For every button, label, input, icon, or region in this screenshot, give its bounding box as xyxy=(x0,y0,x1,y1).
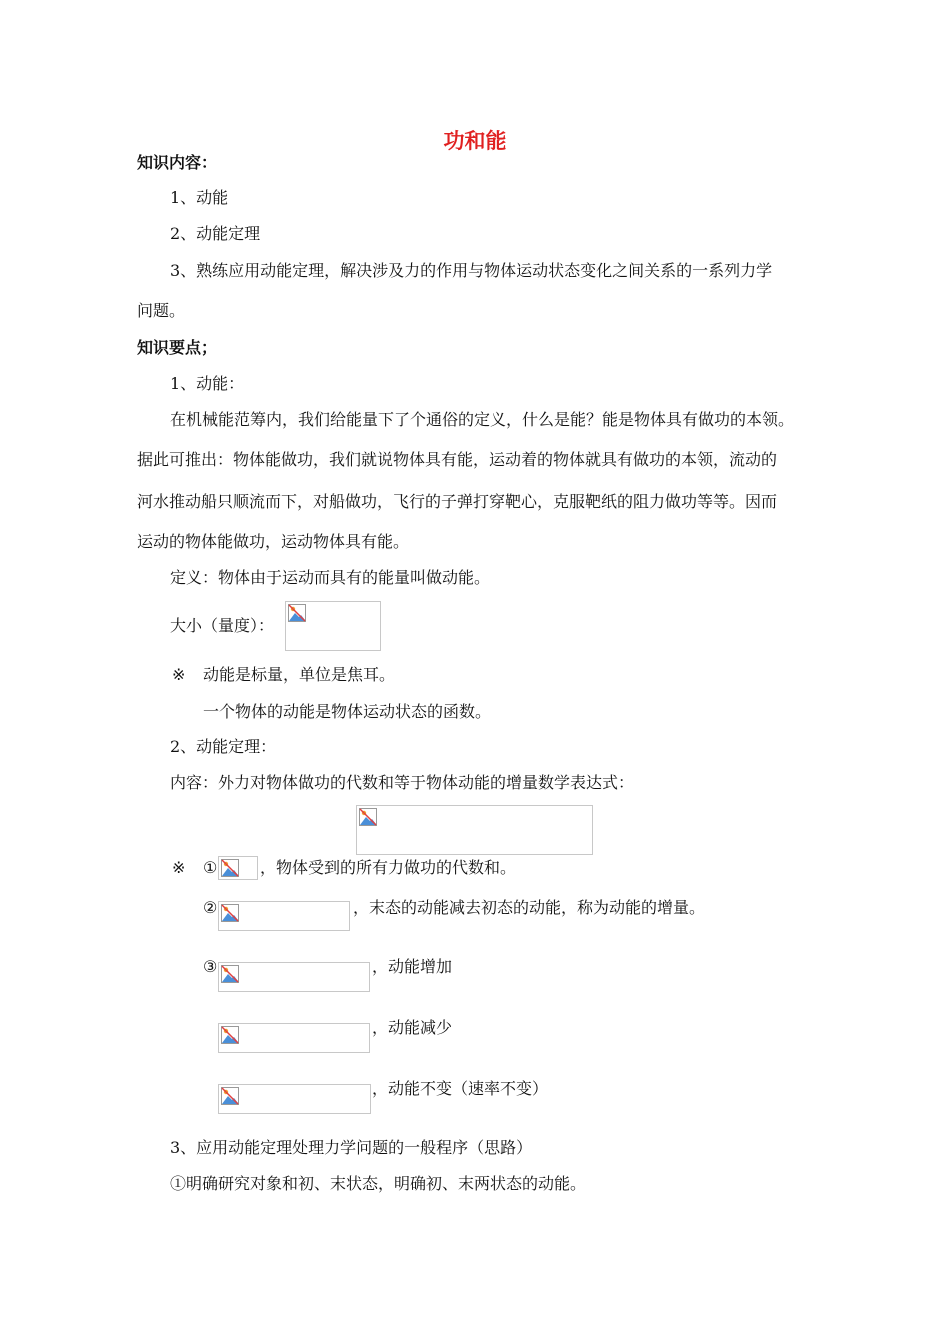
paragraph-line-1: 在机械能范筹内，我们给能量下了个通俗的定义，什么是能？能是物体具有做功的本领。 xyxy=(170,410,795,429)
page-title: 功和能 xyxy=(443,129,507,153)
broken-image-icon xyxy=(221,965,239,983)
point-1-title: 1、动能： xyxy=(170,374,245,393)
energy-increment-text: ，末态的动能减去初态的动能，称为动能的增量。 xyxy=(353,898,706,917)
broken-image-icon xyxy=(221,904,239,922)
content-item-1: 1、动能 xyxy=(170,188,229,207)
definition: 定义：物体由于运动而具有的能量叫做动能。 xyxy=(170,568,491,587)
content-item-3-cont: 问题。 xyxy=(137,301,186,320)
note-mark-2: ※ xyxy=(172,858,186,877)
broken-image-icon xyxy=(221,1087,239,1105)
formula-image-energy-decrease xyxy=(218,1023,370,1053)
circled-2: ② xyxy=(203,898,218,917)
content-item-2: 2、动能定理 xyxy=(170,224,261,243)
note-function: 一个物体的动能是物体运动状态的函数。 xyxy=(203,702,492,721)
formula-image-energy-increase xyxy=(218,962,370,992)
formula-image-energy-constant xyxy=(218,1084,371,1114)
work-sum-text: ，物体受到的所有力做功的代数和。 xyxy=(260,858,517,877)
content-item-3: 3、熟练应用动能定理，解决涉及力的作用与物体运动状态变化之间关系的一系列力学 xyxy=(170,261,773,280)
section-heading-content: 知识内容： xyxy=(137,153,218,172)
energy-decrease-text: ，动能减少 xyxy=(372,1018,453,1037)
section-heading-points: 知识要点； xyxy=(137,338,218,357)
magnitude-label: 大小（量度）： xyxy=(170,616,275,635)
note-mark: ※ xyxy=(172,665,186,684)
energy-increase-text: ，动能增加 xyxy=(372,957,453,976)
paragraph-line-3: 河水推动船只顺流而下，对船做功，飞行的子弹打穿靶心，克服靶纸的阻力做功等等。因而 xyxy=(137,492,778,511)
paragraph-line-4: 运动的物体能做功，运动物体具有能。 xyxy=(137,532,410,551)
broken-image-icon xyxy=(288,604,306,622)
point-2-title: 2、动能定理： xyxy=(170,737,277,756)
formula-image-energy-increment xyxy=(218,901,350,931)
circled-1: ① xyxy=(203,858,218,877)
formula-image-theorem xyxy=(356,805,593,855)
paragraph-line-2: 据此可推出：物体能做功，我们就说物体具有能，运动着的物体就具有做功的本领，流动的 xyxy=(137,450,778,469)
note-scalar: 动能是标量，单位是焦耳。 xyxy=(203,665,396,684)
point-3-title: 3、应用动能定理处理力学问题的一般程序（思路） xyxy=(170,1138,533,1157)
broken-image-icon xyxy=(221,1026,239,1044)
broken-image-icon xyxy=(221,859,239,877)
circled-3: ③ xyxy=(203,957,218,976)
step-1: ①明确研究对象和初、末状态，明确初、末两状态的动能。 xyxy=(170,1174,587,1193)
theorem-content: 内容：外力对物体做功的代数和等于物体动能的增量数学表达式： xyxy=(170,773,635,792)
formula-image-work-sum xyxy=(218,856,258,880)
formula-image-kinetic-energy xyxy=(285,601,381,651)
broken-image-icon xyxy=(359,808,377,826)
energy-constant-text: ，动能不变（速率不变） xyxy=(372,1079,549,1098)
